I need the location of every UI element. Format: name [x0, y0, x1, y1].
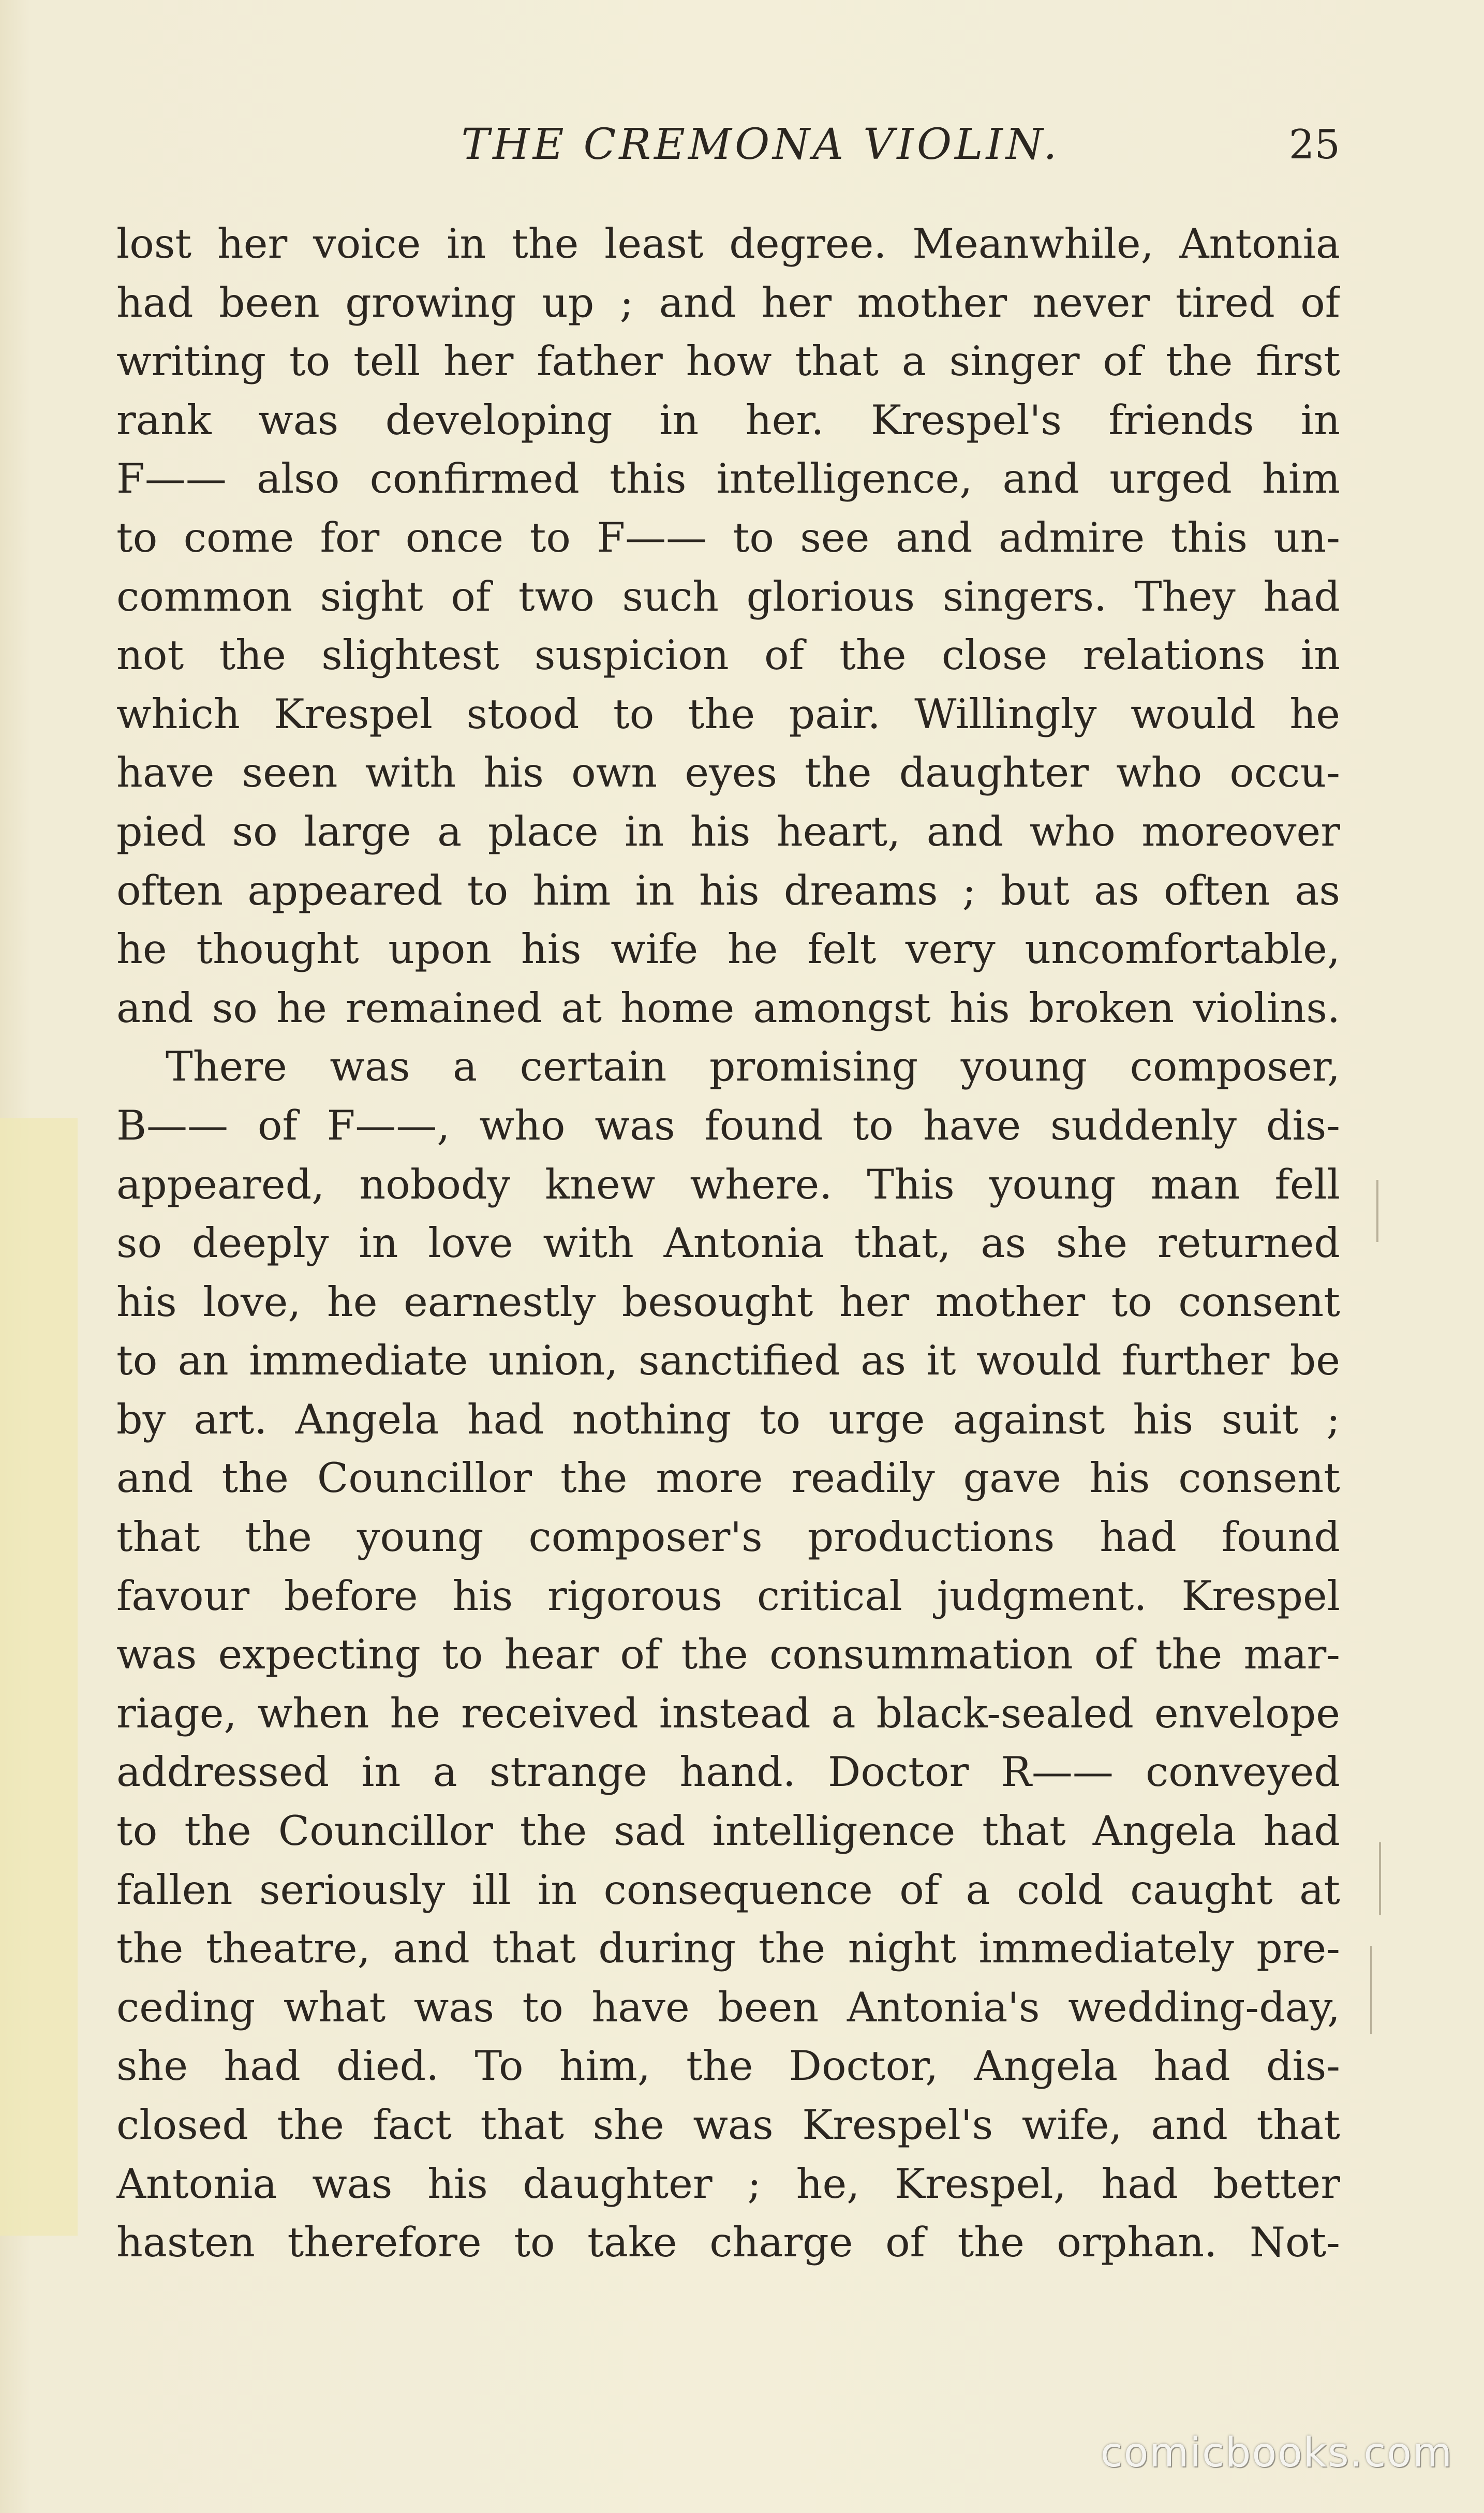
text-line: and the Councillor the more readily gave his consent	[116, 1454, 1340, 1502]
text-line: B—— of F——, who was found to have suddenly dis-	[116, 1101, 1340, 1149]
text-line: rank was developing in her. Krespel's friends in	[116, 396, 1340, 444]
running-title: THE CREMONA VIOLIN.	[461, 120, 1060, 169]
watermark: comicbooks.com	[1100, 2430, 1453, 2476]
text-line: addressed in a strange hand. Doctor R—— conveyed	[116, 1748, 1340, 1796]
text-line: fallen seriously ill in consequence of a cold caught at	[116, 1866, 1340, 1914]
text-line: appeared, nobody knew where. This young man fell	[116, 1160, 1340, 1208]
text-line: Antonia was his daughter ; he, Krespel, had better	[116, 2160, 1340, 2208]
text-line: had been growing up ; and her mother never tired of	[116, 278, 1340, 327]
text-line: often appeared to him in his dreams ; but as often as	[116, 866, 1340, 914]
text-line: favour before his rigorous critical judgment. Krespel	[116, 1572, 1340, 1620]
text-line: common sight of two such glorious singers. They had	[116, 572, 1340, 620]
text-line: by art. Angela had nothing to urge against his suit ;	[116, 1395, 1340, 1443]
margin-tape	[0, 1118, 78, 2236]
text-line: his love, he earnestly besought her mother to consent	[116, 1278, 1340, 1326]
text-line: was expecting to hear of the consummation of the mar-	[116, 1631, 1340, 1679]
text-line: F—— also confirmed this intelligence, and urged him	[116, 455, 1340, 503]
text-line: to an immediate union, sanctified as it would further be	[116, 1337, 1340, 1385]
paragraph-first-line: There was a certain promising young composer,	[166, 1043, 1340, 1091]
text-line: riage, when he received instead a black-sealed envelope	[116, 1689, 1340, 1737]
body-text	[116, 215, 1340, 2272]
text-line: not the slightest suspicion of the close relations in	[116, 631, 1340, 679]
margin-mark	[1379, 1842, 1381, 1915]
text-line: closed the fact that she was Krespel's wife, and that	[116, 2101, 1340, 2149]
text-line: which Krespel stood to the pair. Willingly would he	[116, 690, 1340, 738]
text-line: writing to tell her father how that a singer of the first	[116, 337, 1340, 386]
text-line: to the Councillor the sad intelligence that Angela had	[116, 1807, 1340, 1855]
text-line: pied so large a place in his heart, and who moreover	[116, 807, 1340, 855]
text-line: to come for once to F—— to see and admire this un-	[116, 513, 1340, 561]
text-line: the theatre, and that during the night immediately pre-	[116, 1925, 1340, 1973]
text-line: lost her voice in the least degree. Meanwhile, Antonia	[116, 220, 1340, 268]
text-line: he thought upon his wife he felt very uncomfortable,	[116, 925, 1340, 973]
page-header	[114, 114, 1340, 176]
page-number: 25	[1288, 122, 1340, 168]
text-line: she had died. To him, the Doctor, Angela had dis-	[116, 2042, 1340, 2090]
text-line: so deeply in love with Antonia that, as she returned	[116, 1219, 1340, 1267]
text-line: ceding what was to have been Antonia's wedding-day,	[116, 1983, 1340, 2031]
margin-mark	[1376, 1180, 1378, 1242]
text-line: have seen with his own eyes the daughter who occu-	[116, 749, 1340, 797]
text-line: hasten therefore to take charge of the orphan. Not-	[116, 2219, 1340, 2267]
margin-mark	[1370, 1946, 1372, 2034]
text-line: and so he remained at home amongst his broken violins.	[116, 984, 1340, 1032]
text-line: that the young composer's productions had found	[116, 1513, 1340, 1561]
